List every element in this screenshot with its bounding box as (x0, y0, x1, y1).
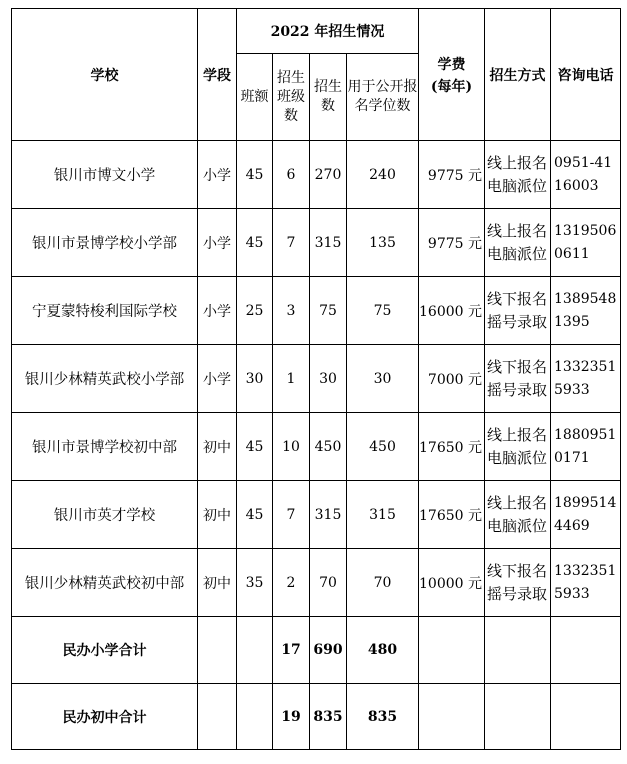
stage-cell: 初中 (198, 549, 237, 617)
empty-cell (551, 684, 621, 750)
stage-cell: 小学 (198, 209, 237, 277)
totals-enrollment-cell: 690 (310, 617, 347, 684)
totals-public-slots-cell: 480 (347, 617, 419, 684)
classes-cell: 1 (273, 345, 310, 413)
header-stage: 学段 (198, 9, 237, 141)
class-size-cell: 35 (237, 549, 273, 617)
public-slots-cell: 75 (347, 277, 419, 345)
enrollment-cell: 70 (310, 549, 347, 617)
table-row (12, 549, 621, 617)
phone-cell: 13895481395 (551, 277, 621, 345)
empty-cell (419, 684, 485, 750)
fee-cell: 7000 元 (419, 345, 485, 413)
classes-cell: 7 (273, 209, 310, 277)
totals-row (12, 684, 621, 750)
class-size-cell: 45 (237, 413, 273, 481)
header-classes: 招生班级数 (273, 54, 310, 141)
class-size-cell: 25 (237, 277, 273, 345)
phone-cell: 18809510171 (551, 413, 621, 481)
totals-classes-cell: 19 (273, 684, 310, 750)
header-phone: 咨询电话 (551, 9, 621, 141)
header-class-size: 班额 (237, 54, 273, 141)
fee-cell: 9775 元 (419, 209, 485, 277)
method-cell: 线下报名摇号录取 (485, 549, 551, 617)
classes-cell: 2 (273, 549, 310, 617)
school-cell: 银川市景博学校小学部 (12, 209, 198, 277)
class-size-cell: 45 (237, 141, 273, 209)
school-cell: 银川少林精英武校初中部 (12, 549, 198, 617)
school-cell: 宁夏蒙特梭利国际学校 (12, 277, 198, 345)
phone-cell: 18995144469 (551, 481, 621, 549)
totals-row (12, 617, 621, 684)
header-school: 学校 (12, 9, 198, 141)
classes-cell: 6 (273, 141, 310, 209)
header-enrollment-group: 2022 年招生情况 (237, 9, 419, 54)
stage-cell: 小学 (198, 277, 237, 345)
stage-cell: 初中 (198, 413, 237, 481)
stage-cell: 小学 (198, 141, 237, 209)
school-cell: 银川市博文小学 (12, 141, 198, 209)
empty-cell (419, 617, 485, 684)
method-cell: 线上报名电脑派位 (485, 481, 551, 549)
enrollment-table (11, 8, 621, 750)
phone-cell: 13195060611 (551, 209, 621, 277)
header-enrollment: 招生数 (310, 54, 347, 141)
phone-cell: 13323515933 (551, 345, 621, 413)
class-size-cell: 45 (237, 481, 273, 549)
totals-label-cell: 民办初中合计 (12, 684, 198, 750)
empty-cell (198, 684, 237, 750)
totals-label-cell: 民办小学合计 (12, 617, 198, 684)
table-row (12, 481, 621, 549)
header-fee (419, 9, 485, 141)
class-size-cell: 45 (237, 209, 273, 277)
stage-cell: 小学 (198, 345, 237, 413)
school-cell: 银川市景博学校初中部 (12, 413, 198, 481)
public-slots-cell: 30 (347, 345, 419, 413)
totals-classes-cell: 17 (273, 617, 310, 684)
header-public-slots: 用于公开报名学位数 (347, 54, 419, 141)
classes-cell: 7 (273, 481, 310, 549)
enrollment-cell: 30 (310, 345, 347, 413)
method-cell: 线下报名摇号录取 (485, 345, 551, 413)
phone-cell: 13323515933 (551, 549, 621, 617)
public-slots-cell: 135 (347, 209, 419, 277)
empty-cell (485, 684, 551, 750)
table-row (12, 209, 621, 277)
enrollment-cell: 315 (310, 481, 347, 549)
empty-cell (198, 617, 237, 684)
fee-cell: 17650 元 (419, 481, 485, 549)
public-slots-cell: 70 (347, 549, 419, 617)
public-slots-cell: 240 (347, 141, 419, 209)
empty-cell (237, 684, 273, 750)
enrollment-cell: 75 (310, 277, 347, 345)
fee-cell: 10000 元 (419, 549, 485, 617)
table-row (12, 345, 621, 413)
table-row (12, 413, 621, 481)
fee-cell: 9775 元 (419, 141, 485, 209)
header-fee-line1: 学费 (437, 56, 466, 73)
school-cell: 银川少林精英武校小学部 (12, 345, 198, 413)
method-cell: 线上报名电脑派位 (485, 413, 551, 481)
fee-cell: 16000 元 (419, 277, 485, 345)
table-row (12, 141, 621, 209)
table-row (12, 277, 621, 345)
stage-cell: 初中 (198, 481, 237, 549)
totals-enrollment-cell: 835 (310, 684, 347, 750)
public-slots-cell: 315 (347, 481, 419, 549)
phone-cell: 0951-4116003 (551, 141, 621, 209)
method-cell: 线上报名电脑派位 (485, 209, 551, 277)
enrollment-cell: 270 (310, 141, 347, 209)
public-slots-cell: 450 (347, 413, 419, 481)
empty-cell (237, 617, 273, 684)
enrollment-cell: 450 (310, 413, 347, 481)
fee-cell: 17650 元 (419, 413, 485, 481)
header-method: 招生方式 (485, 9, 551, 141)
empty-cell (485, 617, 551, 684)
school-cell: 银川市英才学校 (12, 481, 198, 549)
classes-cell: 3 (273, 277, 310, 345)
enrollment-cell: 315 (310, 209, 347, 277)
class-size-cell: 30 (237, 345, 273, 413)
totals-public-slots-cell: 835 (347, 684, 419, 750)
method-cell: 线下报名摇号录取 (485, 277, 551, 345)
classes-cell: 10 (273, 413, 310, 481)
empty-cell (551, 617, 621, 684)
method-cell: 线上报名电脑派位 (485, 141, 551, 209)
header-fee-line2: (每年) (430, 78, 473, 95)
